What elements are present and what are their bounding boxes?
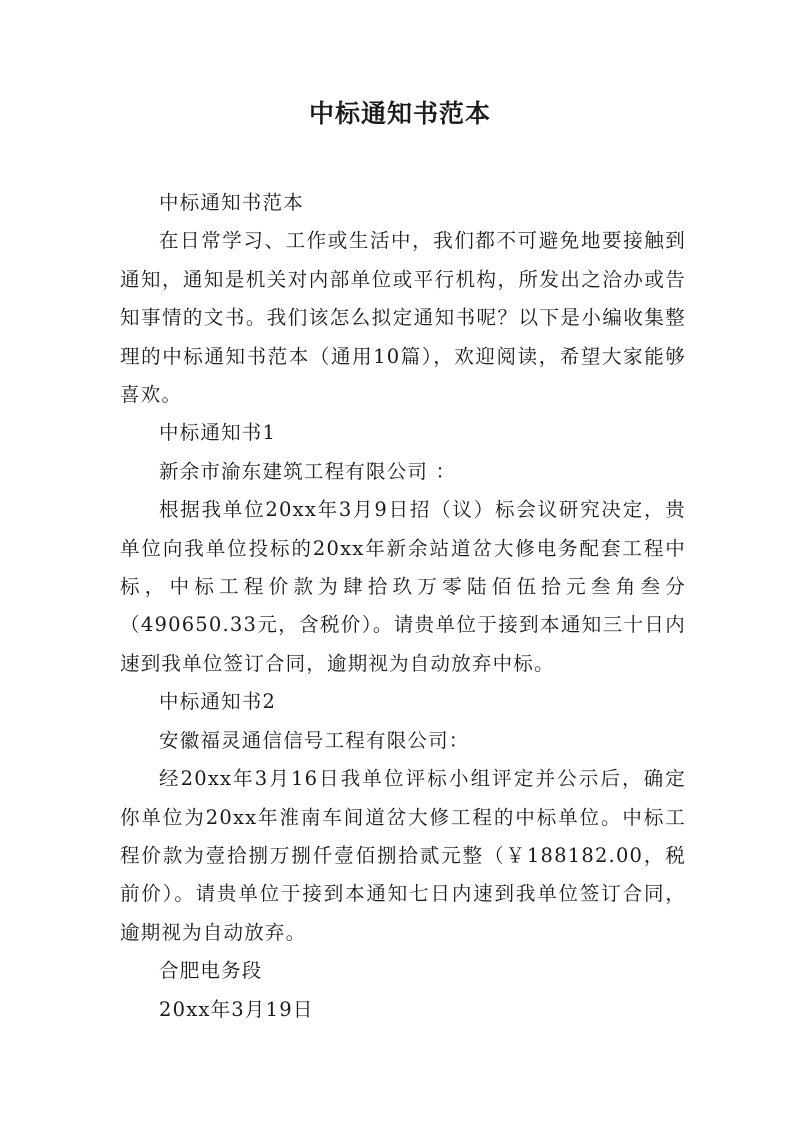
section-heading-2: 中标通知书2 <box>159 690 277 714</box>
issue-date: 20xx年3月19日 <box>159 997 314 1021</box>
issuer-signature: 合肥电务段 <box>159 959 263 983</box>
paragraph-heading: 中标通知书范本 <box>159 191 304 214</box>
recipient-2: 安徽福灵通信信号工程有限公司： <box>159 728 470 752</box>
notice-body-2: 经20xx年3月16日我单位评标小组评定并公示后，确定你单位为20xx年淮南车间道岔大修工程的中标单位。中标工程价款为壹拾捌万捌仟壹佰捌拾贰元整（￥188182.00，税前价）。请贵单位于接到本通知七日内速到我单位签订合同，逾期视为自动放弃。 <box>120 767 686 944</box>
paragraph-intro: 在日常学习、工作或生活中，我们都不可避免地要接触到通知，通知是机关对内部单位或平行机构，所发出之洽办或告知事情的文书。我们该怎么拟定通知书呢？以下是小编收集整理的中标通知书范本（通用10篇），欢迎阅读，希望大家能够喜欢。 <box>120 229 686 407</box>
document-body <box>120 184 686 1029</box>
recipient-1: 新余市渝东建筑工程有限公司 ： <box>159 459 457 483</box>
document-title: 中标通知书范本 <box>308 99 491 128</box>
section-heading-1: 中标通知书1 <box>159 421 277 445</box>
notice-body-1: 根据我单位20xx年3月9日招（议）标会议研究决定，贵单位向我单位投标的20xx年新余站道岔大修电务配套工程中标，中标工程价款为肆拾玖万零陆佰伍拾元叁角叁分（490650.33元，含税价）。请贵单位于接到本通知三十日内速到我单位签订合同，逾期视为自动放弃中标。 <box>120 498 686 675</box>
